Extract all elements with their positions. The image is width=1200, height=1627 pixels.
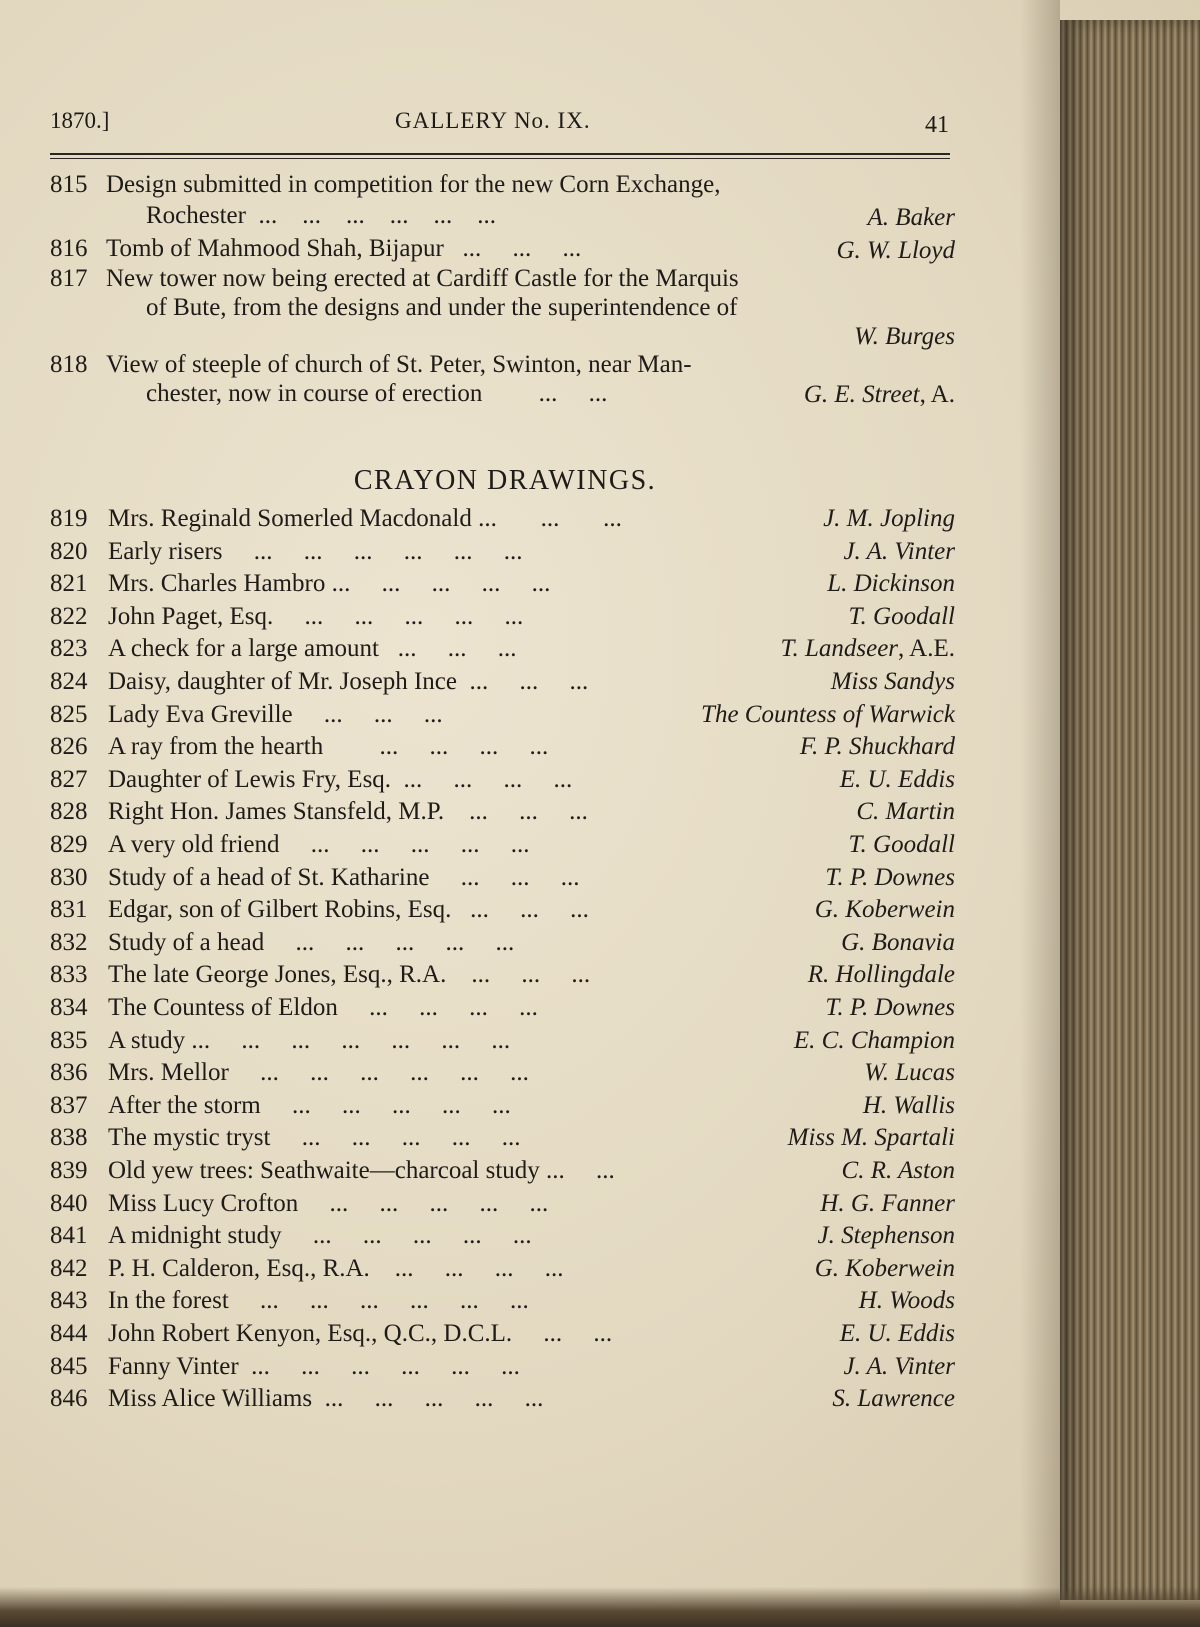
entry-number: 841 <box>50 1222 88 1250</box>
entry-artist: R. Hollingdale <box>807 961 955 989</box>
entry-artist-wrap <box>840 1319 955 1348</box>
entry-number: 840 <box>50 1189 88 1217</box>
entry-artist: T. Goodall <box>848 602 955 630</box>
entry-artist: E. U. Eddis <box>839 765 955 793</box>
entry-title: Early risers ... ... ... ... ... ... <box>108 537 523 565</box>
entry-number: 842 <box>50 1254 88 1282</box>
entry-number: 815 <box>50 171 88 198</box>
entry-title: A midnight study ... ... ... ... ... <box>108 1222 532 1250</box>
entry-number: 823 <box>50 635 88 663</box>
entry-number: 843 <box>50 1287 88 1315</box>
entry-title-line: Tomb of Mahmood Shah, Bijapur ... ... ... <box>106 235 582 262</box>
catalogue-entry <box>0 569 1200 601</box>
entry-artist: Miss Sandys <box>830 668 955 695</box>
entry-number: 837 <box>50 1091 88 1119</box>
catalogue-entry <box>0 1189 1200 1221</box>
entry-title: Lady Eva Greville ... ... ... <box>108 700 443 728</box>
catalogue-entry <box>0 537 1200 569</box>
entry-artist: H. G. Fanner <box>820 1189 955 1217</box>
entry-artist-wrap <box>841 928 955 957</box>
entry-title: Right Hon. James Stansfeld, M.P. ... ... ... <box>108 798 588 826</box>
catalogue-entry <box>0 1156 1200 1188</box>
header-rule-thick <box>50 153 950 155</box>
entry-artist-wrap <box>701 700 955 729</box>
entry-artist-wrap <box>825 863 955 892</box>
entry-number: 831 <box>50 896 88 924</box>
catalogue-entry <box>0 634 1200 666</box>
entry-number: 819 <box>50 505 88 532</box>
entry-number: 845 <box>50 1352 88 1380</box>
entry-artist: C. R. Aston <box>841 1157 955 1184</box>
entry-artist: J. A. Vinter <box>843 1352 955 1380</box>
entry-artist-wrap <box>794 1026 955 1055</box>
entry-title: A check for a large amount ... ... ... <box>108 635 517 663</box>
entry-artist-wrap <box>843 537 955 566</box>
entry-artist-wrap <box>788 1123 955 1152</box>
catalogue-entry <box>0 1286 1200 1318</box>
entry-artist: C. Martin <box>856 798 955 826</box>
entry-artist: G. W. Lloyd <box>836 237 955 264</box>
entry-title: Daughter of Lewis Fry, Esq. ... ... ... ... <box>108 765 573 793</box>
entry-artist-wrap <box>859 1286 955 1315</box>
entry-title: Miss Lucy Crofton ... ... ... ... ... <box>108 1189 549 1217</box>
entry-title: Mrs. Charles Hambro ... ... ... ... ... <box>108 570 551 598</box>
entry-number: 828 <box>50 798 88 826</box>
entry-number: 846 <box>50 1385 88 1413</box>
entry-artist-wrap <box>780 634 955 663</box>
entry-artist: H. Woods <box>858 1287 955 1315</box>
entry-title: The late George Jones, Esq., R.A. ... ... ... <box>108 961 591 989</box>
catalogue-entry <box>0 1091 1200 1123</box>
catalogue-entry <box>0 1221 1200 1253</box>
entry-artist: T. Goodall <box>848 831 955 858</box>
catalogue-entry <box>0 504 1200 536</box>
entry-title: Edgar, son of Gilbert Robins, Esq. ... ... ... <box>108 896 589 924</box>
catalogue-entry <box>0 1058 1200 1090</box>
entry-artist-wrap <box>849 602 956 631</box>
entry-title-line: Rochester ... ... ... ... ... ... <box>146 202 496 229</box>
entry-title: Old yew trees: Seathwaite—charcoal study ... ... <box>108 1157 615 1184</box>
entry-artist: W. Burges <box>854 323 955 350</box>
entry-number: 817 <box>50 265 88 292</box>
catalogue-entry <box>0 1384 1200 1416</box>
entry-number: 820 <box>50 537 88 565</box>
entry-artist-wrap <box>842 1156 955 1185</box>
entry-artist: T. Landseer <box>780 635 899 663</box>
entry-number: 835 <box>50 1026 88 1054</box>
entry-title-line: chester, now in course of erection ... ... <box>146 380 608 407</box>
entry-artist-wrap <box>800 732 955 761</box>
entry-artist: S. Lawrence <box>832 1385 955 1413</box>
entry-title: John Paget, Esq. ... ... ... ... ... <box>108 602 524 630</box>
entry-title-line: New tower now being erected at Cardiff Castle for the Marquis <box>106 265 739 292</box>
entry-artist: G. E. Street <box>803 381 920 408</box>
entry-title: In the forest ... ... ... ... ... ... <box>108 1287 529 1315</box>
entry-artist-wrap <box>815 1254 955 1283</box>
entry-title-line: of Bute, from the designs and under the superintendence of <box>146 294 738 321</box>
entry-number: 839 <box>50 1157 88 1184</box>
entry-title: Study of a head ... ... ... ... ... <box>108 928 515 956</box>
entry-artist: E. C. Champion <box>793 1026 955 1054</box>
entry-artist-wrap <box>864 1058 955 1087</box>
entry-artist: Countess of Warwick <box>744 700 955 728</box>
entry-number: 824 <box>50 668 88 695</box>
entry-number: 816 <box>50 235 88 262</box>
entry-artist-wrap <box>840 765 955 794</box>
section-title: CRAYON DRAWINGS. <box>353 465 657 496</box>
catalogue-entry <box>0 1026 1200 1058</box>
entry-number: 834 <box>50 994 88 1021</box>
entry-title: A study ... ... ... ... ... ... ... <box>108 1026 511 1054</box>
entry-number: 821 <box>50 570 88 598</box>
entry-title: Study of a head of St. Katharine ... ... ... <box>108 863 580 891</box>
entry-artist: J. A. Vinter <box>843 537 955 565</box>
entry-artist-wrap <box>831 667 955 696</box>
catalogue-entry <box>0 700 1200 732</box>
entry-artist-prefix: The <box>701 700 745 728</box>
catalogue-entry <box>0 993 1200 1025</box>
catalogue-entry <box>0 797 1200 829</box>
catalogue-entry <box>0 1352 1200 1384</box>
entry-artist-wrap <box>808 960 955 989</box>
entry-number: 833 <box>50 961 88 989</box>
header-rule-thin <box>50 158 950 159</box>
book-bottom-edge <box>0 1587 1200 1627</box>
catalogue-entry <box>0 895 1200 927</box>
entry-title: After the storm ... ... ... ... ... <box>108 1091 511 1119</box>
entry-artist: W. Lucas <box>864 1059 955 1087</box>
entry-title: Fanny Vinter ... ... ... ... ... ... <box>108 1352 520 1380</box>
catalogue-entry <box>0 1254 1200 1286</box>
entry-artist: T. P. Downes <box>825 994 955 1021</box>
page-number: 41 <box>925 112 949 138</box>
entry-title: John Robert Kenyon, Esq., Q.C., D.C.L. ... ... <box>108 1320 613 1347</box>
entry-title-line: View of steeple of church of St. Peter, Swinton, near Man- <box>106 351 692 378</box>
entry-number: 818 <box>50 351 88 378</box>
entry-title: The mystic tryst ... ... ... ... ... <box>108 1124 521 1152</box>
entry-artist-wrap <box>843 1352 955 1381</box>
entry-artist-wrap <box>820 1189 955 1218</box>
entry-artist-wrap <box>827 569 955 598</box>
entry-artist-wrap <box>832 1384 955 1413</box>
entry-title: Mrs. Reginald Somerled Macdonald ... ... ... <box>108 505 622 532</box>
entry-artist-suffix: , A.E. <box>898 635 955 663</box>
entry-title: A very old friend ... ... ... ... ... <box>108 831 530 858</box>
entry-title: Mrs. Mellor ... ... ... ... ... ... <box>108 1059 529 1087</box>
entry-artist: J. M. Jopling <box>823 505 955 532</box>
entry-number: 826 <box>50 733 88 761</box>
entry-title: The Countess of Eldon ... ... ... ... <box>108 994 538 1021</box>
entry-title: Daisy, daughter of Mr. Joseph Ince ... ... ... <box>108 668 589 695</box>
entry-number: 825 <box>50 700 88 728</box>
entry-artist: G. Koberwein <box>814 1254 955 1282</box>
entry-title-line: Design submitted in competition for the new Corn Exchange, <box>106 171 721 198</box>
entry-artist: T. P. Downes <box>825 863 955 891</box>
entry-artist: E. U. Eddis <box>839 1320 955 1347</box>
catalogue-entry <box>0 1319 1200 1351</box>
catalogue-entry <box>0 830 1200 862</box>
entry-artist: G. Koberwein <box>814 896 955 924</box>
entry-artist: A. Baker <box>867 204 955 231</box>
entry-artist-wrap <box>823 504 955 533</box>
entry-artist: G. Bonavia <box>841 928 955 956</box>
catalogue-entry <box>0 732 1200 764</box>
entry-artist-suffix: , A. <box>919 381 955 408</box>
running-header <box>50 108 950 148</box>
entry-artist-wrap <box>849 830 956 859</box>
entry-title: P. H. Calderon, Esq., R.A. ... ... ... ... <box>108 1254 564 1282</box>
header-year: 1870.] <box>50 108 110 133</box>
entry-artist: Miss M. Spartali <box>787 1124 955 1152</box>
entry-number: 836 <box>50 1059 88 1087</box>
entry-number: 822 <box>50 602 88 630</box>
entry-number: 844 <box>50 1320 88 1347</box>
catalogue-entry <box>0 928 1200 960</box>
entry-artist-wrap <box>856 797 955 826</box>
entry-artist-wrap <box>825 993 955 1022</box>
header-gallery-title: GALLERY No. IX. <box>395 108 591 133</box>
catalogue-entry <box>0 863 1200 895</box>
entry-number: 829 <box>50 831 88 858</box>
entry-artist-wrap <box>804 380 955 409</box>
entry-title: A ray from the hearth ... ... ... ... <box>108 733 549 761</box>
entry-artist: F. P. Shuckhard <box>799 733 955 761</box>
entry-artist: H. Wallis <box>862 1091 955 1119</box>
entry-artist: J. Stephenson <box>817 1222 955 1250</box>
entry-artist-wrap <box>815 895 955 924</box>
catalogue-entry <box>0 765 1200 797</box>
entry-artist: L. Dickinson <box>827 570 955 598</box>
entry-artist-wrap <box>863 1091 955 1120</box>
entry-number: 827 <box>50 765 88 793</box>
entry-number: 832 <box>50 928 88 956</box>
catalogue-entry <box>0 667 1200 699</box>
entry-title: Miss Alice Williams ... ... ... ... ... <box>108 1385 544 1413</box>
entry-number: 838 <box>50 1124 88 1152</box>
catalogue-entry <box>0 602 1200 634</box>
catalogue-entry <box>0 960 1200 992</box>
entry-artist-wrap <box>818 1221 955 1250</box>
catalogue-entry <box>0 1123 1200 1155</box>
entry-number: 830 <box>50 863 88 891</box>
